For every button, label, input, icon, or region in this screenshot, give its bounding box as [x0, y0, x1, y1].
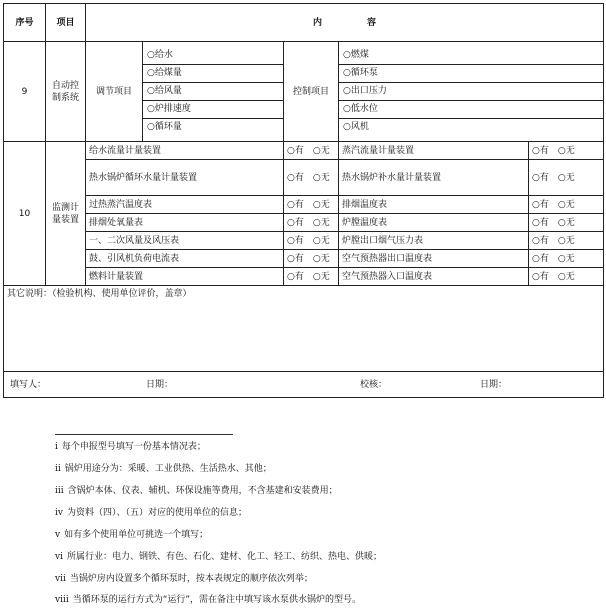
- row10-left-label: 排烟处氧量表: [86, 214, 284, 232]
- footnote: vi 所属行业：电力、钢铁、有色、石化、建材、化工、轻工、纺织、热电、供暖；: [55, 552, 382, 562]
- filler-label: 填写人：: [10, 380, 47, 390]
- row10-right-label: 空气预热器入口温度表: [339, 268, 529, 286]
- row10-right-label: 空气预热器出口温度表: [339, 250, 529, 268]
- option-item[interactable]: ○出口压力: [339, 83, 603, 101]
- signature-row: [4, 372, 604, 398]
- date-label: 日期：: [146, 380, 174, 390]
- yes-no-choice[interactable]: ○有 ○无: [284, 160, 339, 196]
- header-item: 项目: [46, 4, 86, 42]
- yes-no-choice[interactable]: ○有 ○无: [529, 142, 604, 160]
- yes-no-choice[interactable]: ○有 ○无: [529, 196, 604, 214]
- yes-no-choice[interactable]: ○有 ○无: [529, 214, 604, 232]
- row10-right-label: 排烟温度表: [339, 196, 529, 214]
- row9-num: 9: [4, 42, 46, 142]
- option-item[interactable]: ○给煤量: [143, 65, 283, 83]
- yes-no-choice[interactable]: ○有 ○无: [529, 160, 604, 196]
- checker-label: 校核：: [360, 380, 388, 390]
- footnote: viii 当循环泵的运行方式为“运行”，需在备注中填写该水泵供水锅炉的型号。: [55, 595, 362, 605]
- footnote: i 每个申报型号填写一份基本情况表；: [55, 442, 206, 452]
- row10-left-label: 过热蒸汽温度表: [86, 196, 284, 214]
- option-item[interactable]: ○炉排速度: [143, 101, 283, 119]
- footnote: iv 为资料（四）、（五）对应的使用单位的信息；: [55, 508, 247, 518]
- row10-right-label: 炉膛出口烟气压力表: [339, 232, 529, 250]
- row9-item: 自动控制系统: [46, 42, 86, 142]
- row10-left-label: 一、二次风量及风压表: [86, 232, 284, 250]
- footnote: v 如有多个使用单位可挑选一个填写；: [55, 530, 209, 540]
- other-notes-label: 其它说明：（检验机构、使用单位评价，盖章）: [7, 289, 192, 299]
- row10-right-label: 蒸汽流量计量装置: [339, 142, 529, 160]
- other-notes[interactable]: [4, 286, 604, 372]
- yes-no-choice[interactable]: ○有 ○无: [529, 232, 604, 250]
- yes-no-choice[interactable]: ○有 ○无: [284, 196, 339, 214]
- row10-left-label: 给水流量计量装置: [86, 142, 284, 160]
- header-seq: 序号: [4, 4, 46, 42]
- option-item[interactable]: ○给风量: [143, 83, 283, 101]
- row9-sub-left: 调节项目: [86, 42, 143, 142]
- row9-left-options: [143, 42, 284, 142]
- option-item[interactable]: ○循环泵: [339, 65, 603, 83]
- yes-no-choice[interactable]: ○有 ○无: [529, 268, 604, 286]
- row10-num: 10: [4, 142, 46, 286]
- row10-left-label: 燃料计量装置: [86, 268, 284, 286]
- yes-no-choice[interactable]: ○有 ○无: [284, 250, 339, 268]
- option-item[interactable]: ○循环量: [147, 122, 182, 132]
- row9-right-options: [339, 42, 604, 142]
- footnote: iii 含锅炉本体、仪表、辅机、环保设施等费用，不含基建和安装费用；: [55, 486, 338, 496]
- header-content: 内 容: [86, 4, 604, 42]
- row10-right-label: 炉膛温度表: [339, 214, 529, 232]
- row9-sub-right: 控制项目: [284, 42, 339, 142]
- footnote-divider: [55, 434, 233, 435]
- row10-item: 监测计量装置: [46, 142, 86, 286]
- option-item[interactable]: ○燃煤: [339, 47, 603, 65]
- row10-left-label: 鼓、引风机负荷电流表: [86, 250, 284, 268]
- yes-no-choice[interactable]: ○有 ○无: [284, 142, 339, 160]
- yes-no-choice[interactable]: ○有 ○无: [284, 214, 339, 232]
- footnote: ii 锅炉用途分为：采暖、工业供热、生活热水、其他；: [55, 464, 272, 474]
- option-item[interactable]: ○给水: [143, 47, 283, 65]
- info-table: [3, 3, 604, 398]
- yes-no-choice[interactable]: ○有 ○无: [529, 250, 604, 268]
- yes-no-choice[interactable]: ○有 ○无: [284, 268, 339, 286]
- option-item[interactable]: ○风机: [343, 122, 369, 132]
- yes-no-choice[interactable]: ○有 ○无: [284, 232, 339, 250]
- row10-left-label: 热水锅炉循环水量计量装置: [86, 160, 284, 196]
- date-label: 日期：: [480, 380, 508, 390]
- footnote: vii 当锅炉房内设置多个循环泵时，按本表规定的顺序依次列举；: [55, 574, 313, 584]
- option-item[interactable]: ○低水位: [339, 101, 603, 119]
- row10-right-label: 热水锅炉补水量计量装置: [339, 160, 529, 196]
